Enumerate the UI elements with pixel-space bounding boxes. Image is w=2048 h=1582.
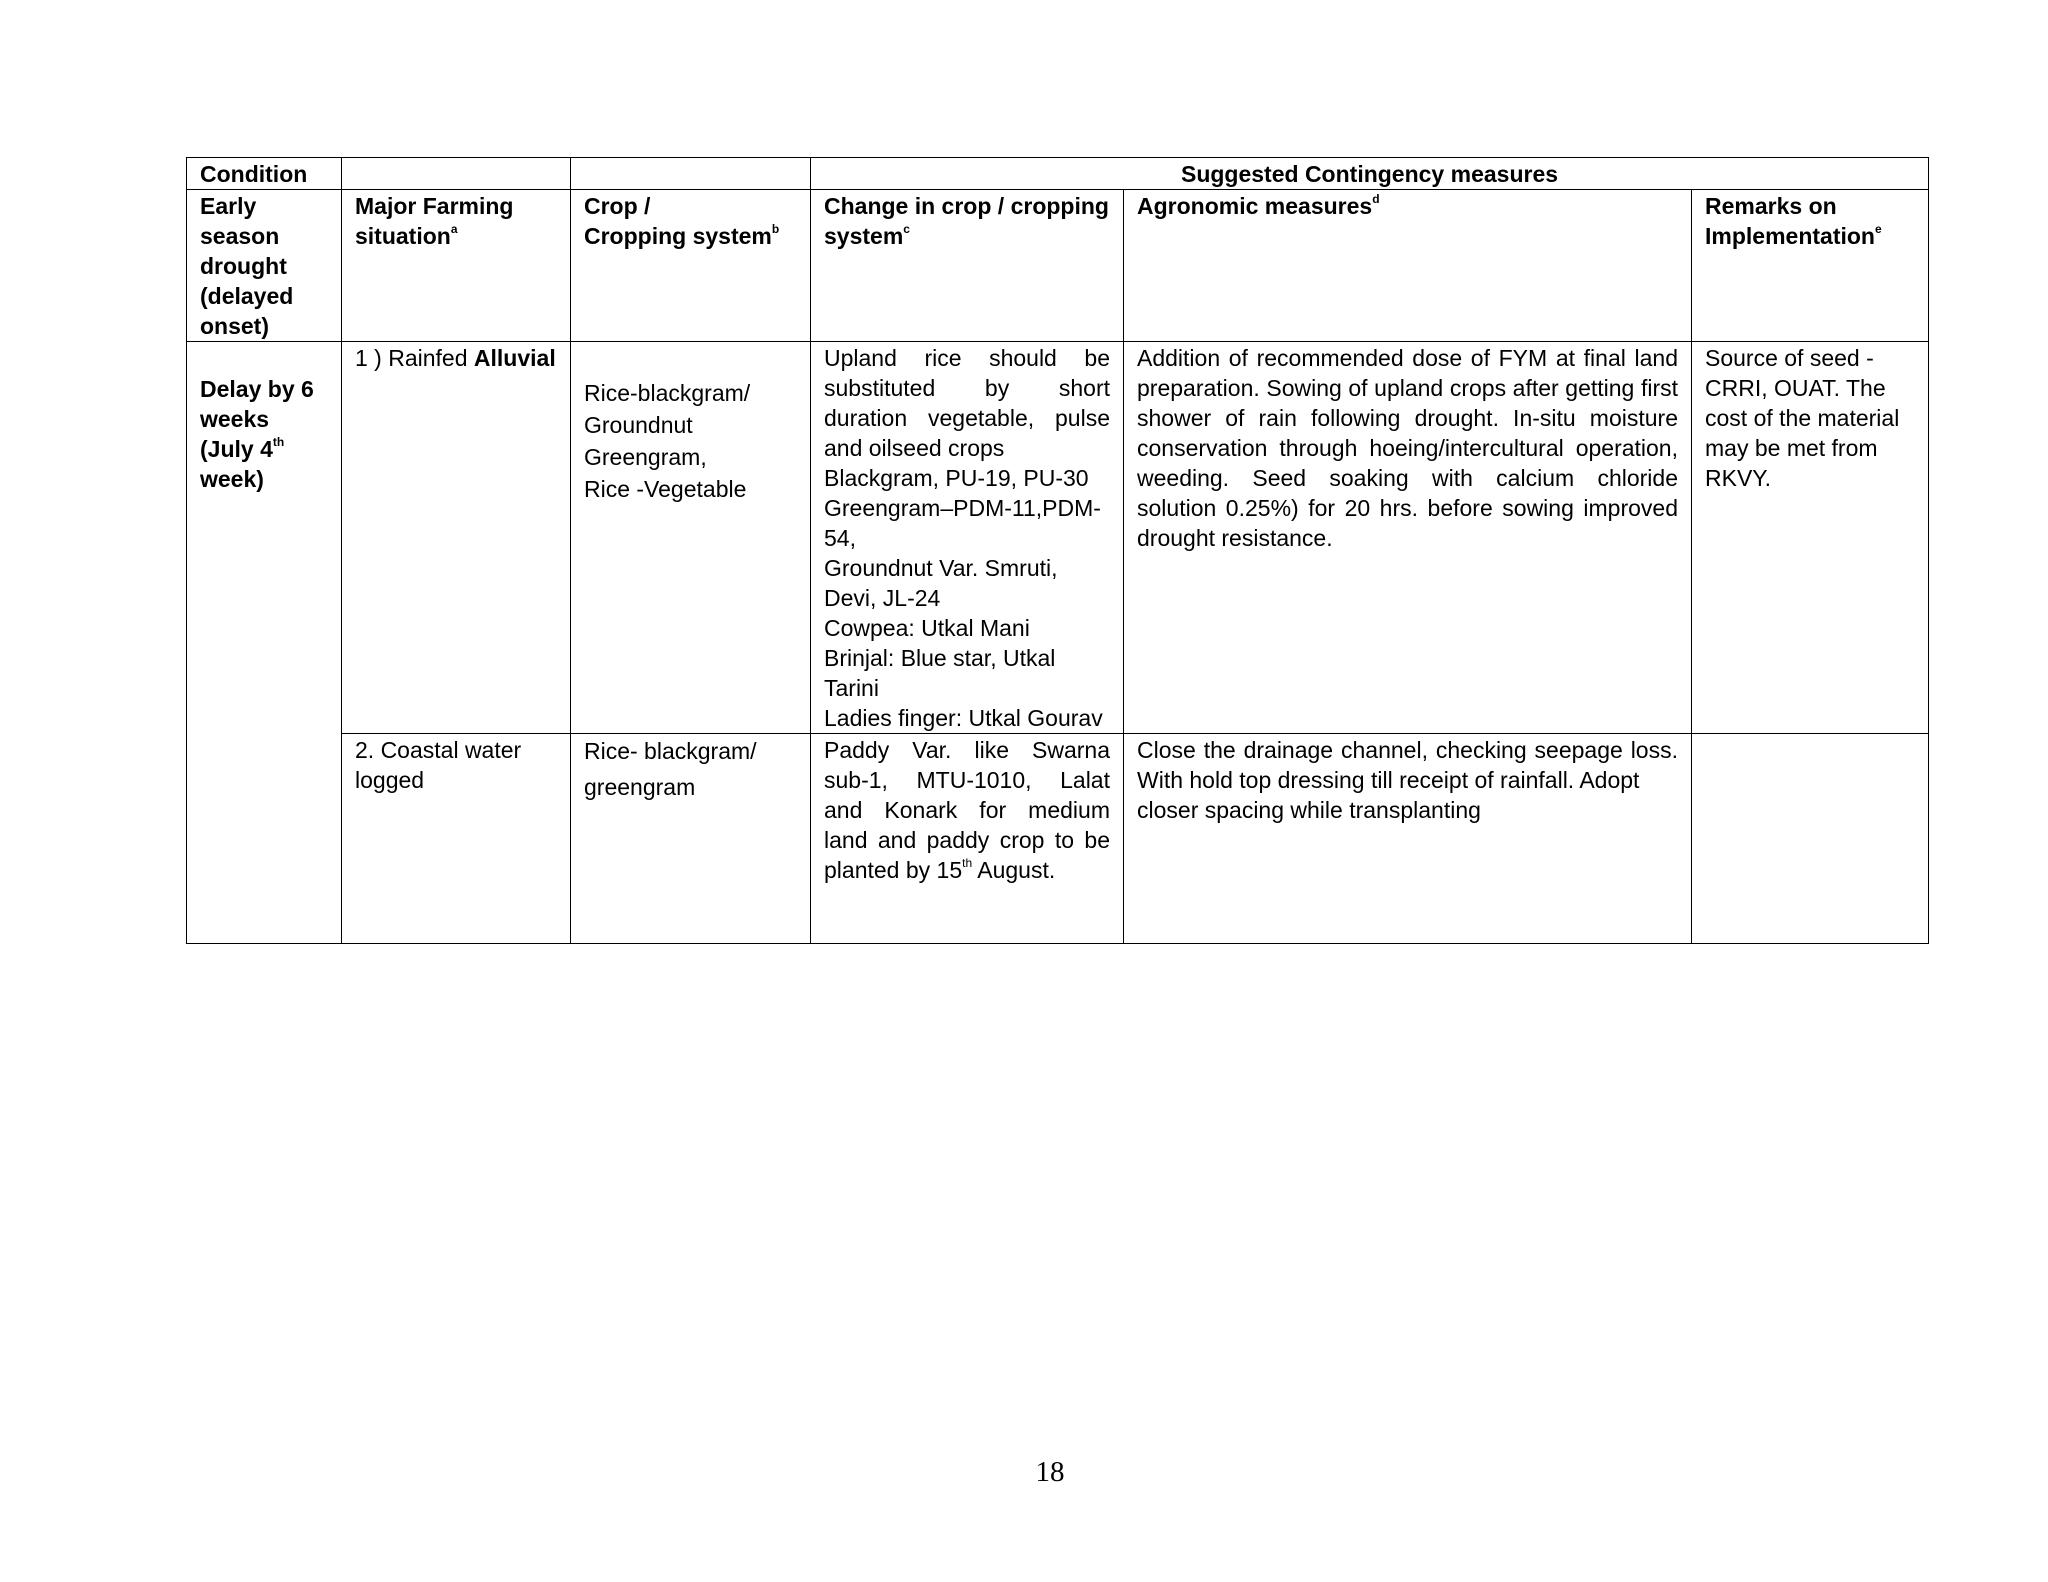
- list-item: Rice- blackgram/: [584, 738, 757, 764]
- header-empty-cell: [342, 158, 571, 190]
- header-farming-situation: Major Farming situation$^a$: [342, 190, 571, 342]
- header-cropping-system: Crop / Cropping system$^b$: [571, 190, 811, 342]
- cropping-system-cell: [571, 342, 811, 734]
- list-item: Rice -Vegetable: [584, 476, 747, 502]
- list-item: Rice-blackgram/: [584, 380, 751, 406]
- change-in-crop-cell: Upland rice should be substituted by short duration vegetable, pulse and oilseed crops Blackgram, PU-19, PU-30 Greengram–PDM-11,PDM-54, Groundnut Var. Smruti, Devi, JL-24 Cowpea: Utkal Mani Brinjal: Blue star, Utkal Tarini Ladies finger: Utkal Gourav: [811, 342, 1124, 734]
- header-empty-cell: [571, 158, 811, 190]
- list-item: greengram: [584, 774, 696, 800]
- header-condition: Condition: [187, 158, 342, 190]
- header-suggested-measures: Suggested Contingency measures: [811, 158, 1929, 190]
- agronomic-measures-cell: Addition of recommended dose of FYM at final land preparation. Sowing of upland crops after getting first shower of rain following drought. In-situ moisture conservation through hoeing/intercultural operation, weeding. Seed soaking with calcium chloride solution 0.25%) for 20 hrs. before sowing improved drought resistance.: [1124, 342, 1692, 734]
- remarks-cell: Source of seed - CRRI, OUAT. The cost of the material may be met from RKVY.: [1692, 342, 1929, 734]
- list-item: Devi, JL-24: [824, 585, 941, 611]
- header-row-2: [187, 190, 1929, 342]
- list-item: Greengram,: [584, 444, 707, 470]
- list-item: Groundnut: [584, 412, 693, 438]
- farming-situation-cell: 2. Coastal water logged: [342, 734, 571, 944]
- contingency-table: [186, 157, 1929, 944]
- header-change-in-crop: Change in crop / cropping system$^c$: [811, 190, 1124, 342]
- list-item: Groundnut Var. Smruti,: [824, 555, 1058, 581]
- header-row-1: [187, 158, 1929, 190]
- header-remarks: Remarks on Implementation$^e$: [1692, 190, 1929, 342]
- list-item: Greengram–PDM-11,PDM-54,: [824, 495, 1101, 551]
- remarks-cell: [1692, 734, 1929, 944]
- table-row: [187, 734, 1929, 944]
- page-number: 18: [1035, 1456, 1065, 1488]
- list-item: Blackgram, PU-19, PU-30: [824, 465, 1089, 491]
- agronomic-measures-cell: Close the drainage channel, checking seepage loss. With hold top dressing till receipt of rainfall. Adopt closer spacing while transplanting: [1124, 734, 1692, 944]
- condition-delay-cell: Delay by 6 weeks (July 4th week): [187, 342, 342, 944]
- cropping-system-cell: [571, 734, 811, 944]
- list-item: Brinjal: Blue star, Utkal Tarini: [824, 645, 1056, 701]
- header-early-season-drought: Early season drought (delayed onset): [187, 190, 342, 342]
- list-item: Cowpea: Utkal Mani: [824, 615, 1030, 641]
- header-agronomic-measures: Agronomic measures$^d$: [1124, 190, 1692, 342]
- table-row: [187, 342, 1929, 734]
- change-in-crop-cell: Paddy Var. like Swarna sub-1, MTU-1010, Lalat and Konark for medium land and paddy crop to be planted by 15th August.: [811, 734, 1124, 944]
- farming-situation-cell: 1 ) Rainfed Alluvial: [342, 342, 571, 734]
- list-item: Ladies finger: Utkal Gourav: [824, 705, 1103, 731]
